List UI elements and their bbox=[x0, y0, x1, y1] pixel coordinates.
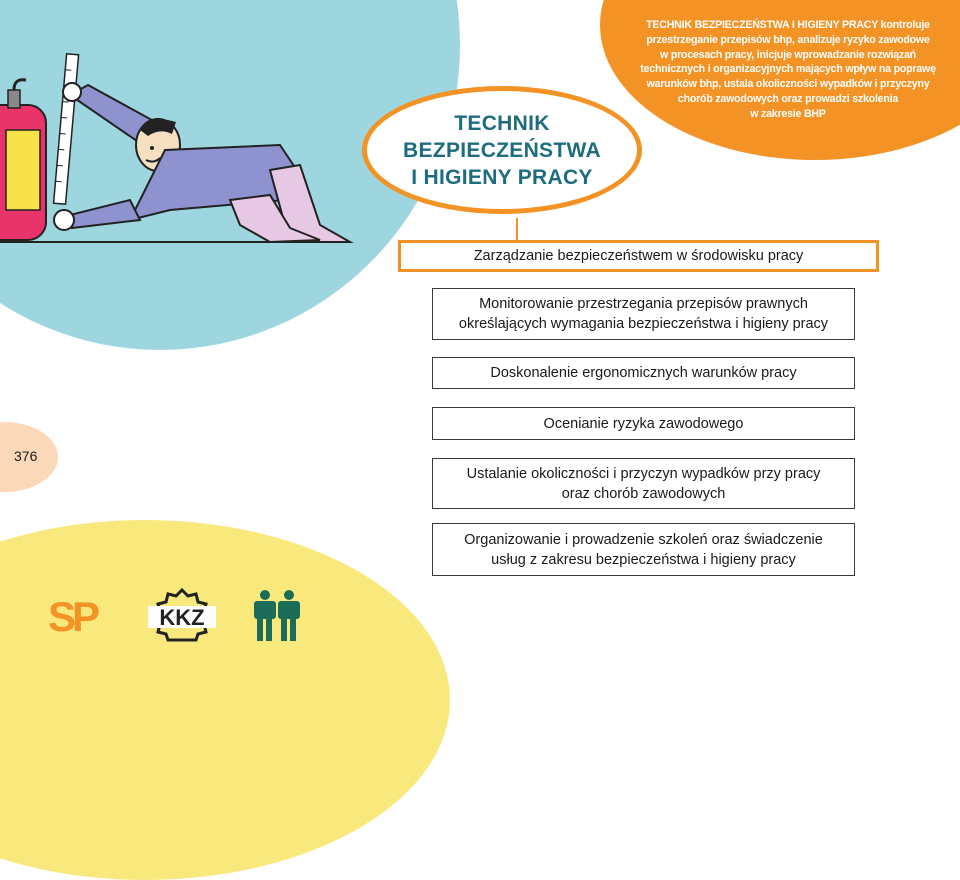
task-text: Monitorowanie przestrzegania przepisów prawnych bbox=[479, 296, 808, 312]
task-text: Organizowanie i prowadzenie szkoleń oraz świadczenie bbox=[464, 531, 823, 548]
main-area-box bbox=[398, 240, 879, 272]
page-number: 376 bbox=[14, 448, 38, 464]
task-text: Doskonalenie ergonomicznych warunków pracy bbox=[490, 365, 797, 381]
task-box bbox=[432, 458, 855, 509]
task-box bbox=[432, 407, 855, 440]
description-line: chorób zawodowych oraz prowadzi szkolenia bbox=[677, 92, 899, 105]
task-box bbox=[432, 523, 855, 576]
two-people-logo bbox=[252, 589, 302, 643]
task-text: usług z zakresu bezpieczeństwa i higieny pracy bbox=[491, 551, 796, 568]
description-line: warunków bhp, ustala okoliczności wypadków i przyczyny bbox=[646, 78, 930, 91]
profession-description bbox=[632, 18, 944, 122]
kkz-logo bbox=[146, 588, 218, 642]
title-line: TECHNIK bbox=[454, 111, 550, 135]
task-text: określających wymagania bezpieczeństwa i higieny pracy bbox=[458, 316, 829, 332]
background-yellow-circle bbox=[0, 520, 450, 880]
main-area-label: Zarządzanie bezpieczeństwem w środowisku pracy bbox=[473, 248, 804, 264]
connector-line bbox=[516, 218, 518, 242]
task-text: oraz chorób zawodowych bbox=[561, 485, 726, 502]
description-line: technicznych i organizacyjnych mających wpływ na poprawę bbox=[640, 63, 936, 76]
description-line: przestrzeganie przepisów bhp, analizuje ryzyko zawodowe bbox=[646, 33, 930, 46]
description-line: TECHNIK BEZPIECZEŃSTWA I HIGIENY PRACY kontroluje bbox=[646, 19, 930, 31]
title-line: I HIGIENY PRACY bbox=[411, 165, 593, 189]
title-line: BEZPIECZEŃSTWA bbox=[403, 138, 601, 162]
task-box bbox=[432, 357, 855, 389]
description-line: w zakresie BHP bbox=[750, 107, 826, 120]
sp-logo-text: SP bbox=[48, 595, 97, 635]
profession-title-ellipse bbox=[362, 86, 642, 214]
description-line: w procesach pracy, inicjuje wprowadzanie rozwiązań bbox=[660, 48, 916, 61]
profession-title bbox=[403, 110, 601, 191]
sp-logo bbox=[48, 595, 110, 635]
task-text: Ocenianie ryzyka zawodowego bbox=[543, 415, 744, 432]
task-text: Ustalanie okoliczności i przyczyn wypadków przy pracy bbox=[466, 465, 821, 482]
task-box bbox=[432, 288, 855, 340]
kkz-logo-text: KKZ bbox=[159, 605, 205, 630]
worker-measuring-illustration bbox=[0, 50, 360, 260]
